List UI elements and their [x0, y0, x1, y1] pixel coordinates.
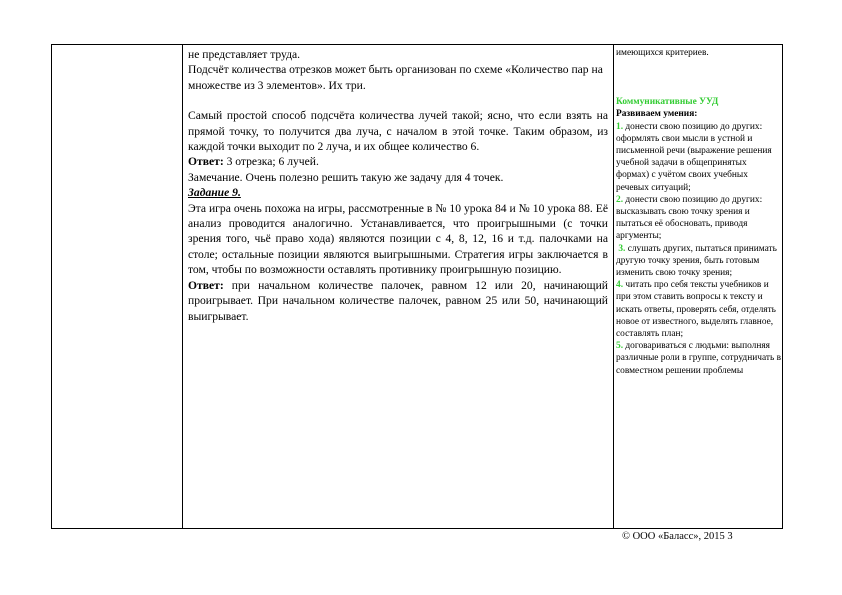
item-text: донести свою позицию до других: высказывать свою точку зрения и пытаться её обосновать, приводя аргументы; — [616, 194, 763, 242]
answer-text: 3 отрезка; 6 лучей. — [223, 155, 319, 169]
uud-item — [616, 340, 782, 377]
item-text: слушать других, пытаться принимать другую точку зрения, быть готовым изменить свою точку зрения; — [616, 243, 777, 279]
item-number: 3. — [618, 243, 626, 254]
rays-paragraph: Самый простой способ подсчёта количества лучей такой; ясно, что если взять на прямой точку, то получится два луча, с началом в этой точке. Таким образом, из каждой точки выходит по 2 луча, и их общее количество 6. — [188, 109, 608, 154]
uud-item — [616, 194, 782, 243]
column-divider-left — [182, 45, 183, 528]
solution-column — [188, 47, 608, 324]
item-text: донести свою позицию до других: оформлять свои мысли в устной и письменной речи (выражение решения учебной задачи в общепринятых формах) с учётом своих учебных речевых ситуаций; — [616, 121, 772, 193]
item-text: договариваться с людьми: выполняя различные роли в группе, сотрудничать в совместном решении проблемы — [616, 341, 781, 376]
game-paragraph: Эта игра очень похожа на игры, рассмотренные в № 10 урока 84 и № 10 урока 88. Её анализ проводится аналогично. Устанавливается, что проигрышными (с точки зрения того, чьё право хода) являются позиции с 4, 8, 12, 16 и т.д. палочками на столе; остальные позиции являются выигрышными. Стратегия игры заключается в том, чтобы по возможности оставлять противнику проигрышную позицию. — [188, 201, 608, 277]
uud-column — [616, 47, 782, 377]
text-paragraph: Подсчёт количества отрезков может быть организован по схеме «Количество пар на множестве из 3 элементов». Их три. — [188, 63, 603, 92]
uud-item — [616, 243, 782, 280]
answer-label: Ответ: — [188, 278, 224, 292]
uud-heading: Коммуникативные УУД — [616, 97, 719, 108]
text-line: не представляет труда. — [188, 48, 301, 61]
uud-item — [616, 279, 782, 340]
uud-item — [616, 121, 782, 194]
answer-label: Ответ: — [188, 155, 224, 169]
column-divider-right — [613, 45, 614, 528]
lesson-table — [51, 44, 783, 529]
item-number: 1. — [616, 121, 624, 132]
answer-text: при начальном количестве палочек, равном 12 или 20, начинающий проигрывает. При начальном количестве палочек, равном 25 или 50, начинающий выигрывает. — [188, 278, 608, 323]
answer-2 — [188, 278, 608, 324]
item-text: читать про себя тексты учебников и при этом ставить вопросы к тексту и искать ответы, проверять себя, отделять новое от известного, выделять главное, составлять план; — [616, 280, 776, 340]
item-number: 4. — [616, 280, 624, 291]
item-number: 2. — [616, 194, 624, 205]
item-number: 5. — [616, 341, 624, 352]
answer-1 — [188, 154, 608, 169]
task-title: Задание 9. — [188, 186, 241, 200]
uud-subheading: Развиваем умения: — [616, 109, 698, 120]
side-top-text: имеющихся критериев. — [616, 48, 709, 58]
copyright-footer: © ООО «Баласс», 2015 3 — [622, 531, 733, 542]
remark: Замечание. Очень полезно решить такую же задачу для 4 точек. — [188, 170, 504, 184]
